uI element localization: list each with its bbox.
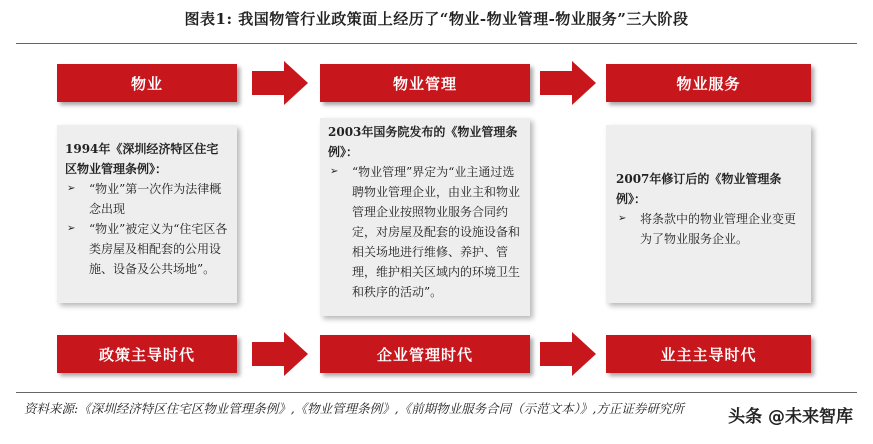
arrow-bullet-icon: ➢	[67, 183, 76, 194]
watermark: 头条 @未来智库	[724, 402, 857, 427]
bullet-text: “物业管理”界定为“业主通过选聘物业管理企业，由业主和物业管理企业按照物业服务合同约定，对房屋及配套的设施设备和相关场地进行维修、养护、管理，维护相关区域内的环境卫生和秩序的活动”。	[352, 165, 521, 299]
bullet-list	[328, 162, 522, 302]
source-note: 资料来源:《深圳经济特区住宅区物业管理条例》,《物业管理条例》,《前期物业服务合同（示范文本）》,方正证券研究所	[24, 401, 684, 416]
list-item	[616, 209, 803, 249]
right-arrow-icon	[252, 332, 308, 376]
list-item	[65, 219, 229, 279]
bottom-rule	[16, 392, 857, 393]
card-2007-regulation	[606, 125, 811, 303]
right-arrow-icon	[540, 61, 596, 105]
stage-label: 物业服务	[676, 74, 741, 93]
stage-box-property-service	[606, 64, 811, 102]
bullet-text: “物业”被定义为“住宅区各类房屋及相配套的公用设施、设备及公共场地”。	[89, 222, 228, 276]
right-arrow-icon	[252, 61, 308, 105]
card-head: 2003年国务院发布的《物业管理条例》：	[328, 125, 518, 159]
era-box-policy-led	[57, 335, 237, 373]
stage-label: 物业管理	[392, 74, 457, 93]
list-item	[328, 162, 522, 302]
card-1994-regulation	[57, 125, 237, 303]
stage-box-property-management	[320, 64, 530, 102]
arrow-bullet-icon: ➢	[618, 213, 627, 224]
top-rule	[16, 43, 857, 44]
bullet-text: “物业”第一次作为法律概念出现	[89, 182, 222, 216]
arrow-bullet-icon: ➢	[67, 223, 76, 234]
era-label: 业主主导时代	[660, 345, 757, 364]
bullet-text: 将条款中的物业管理企业变更为了物业服务企业。	[640, 212, 797, 246]
era-box-owner-led	[606, 335, 811, 373]
bullet-list	[65, 179, 229, 279]
bullet-list	[616, 209, 803, 249]
card-head: 1994年《深圳经济特区住宅区物业管理条例》：	[65, 142, 219, 176]
era-label: 政策主导时代	[98, 345, 195, 364]
stage-box-property	[57, 64, 237, 102]
arrow-bullet-icon: ➢	[330, 166, 339, 177]
card-2003-regulation	[320, 118, 530, 316]
era-label: 企业管理时代	[376, 345, 473, 364]
list-item	[65, 179, 229, 219]
right-arrow-icon	[540, 332, 596, 376]
figure-title: 图表1: 我国物管行业政策面上经历了“物业-物业管理-物业服务”三大阶段	[184, 10, 689, 28]
era-box-enterprise-management	[320, 335, 530, 373]
stage-label: 物业	[130, 74, 163, 93]
card-head: 2007年修订后的《物业管理条例》：	[616, 172, 782, 206]
